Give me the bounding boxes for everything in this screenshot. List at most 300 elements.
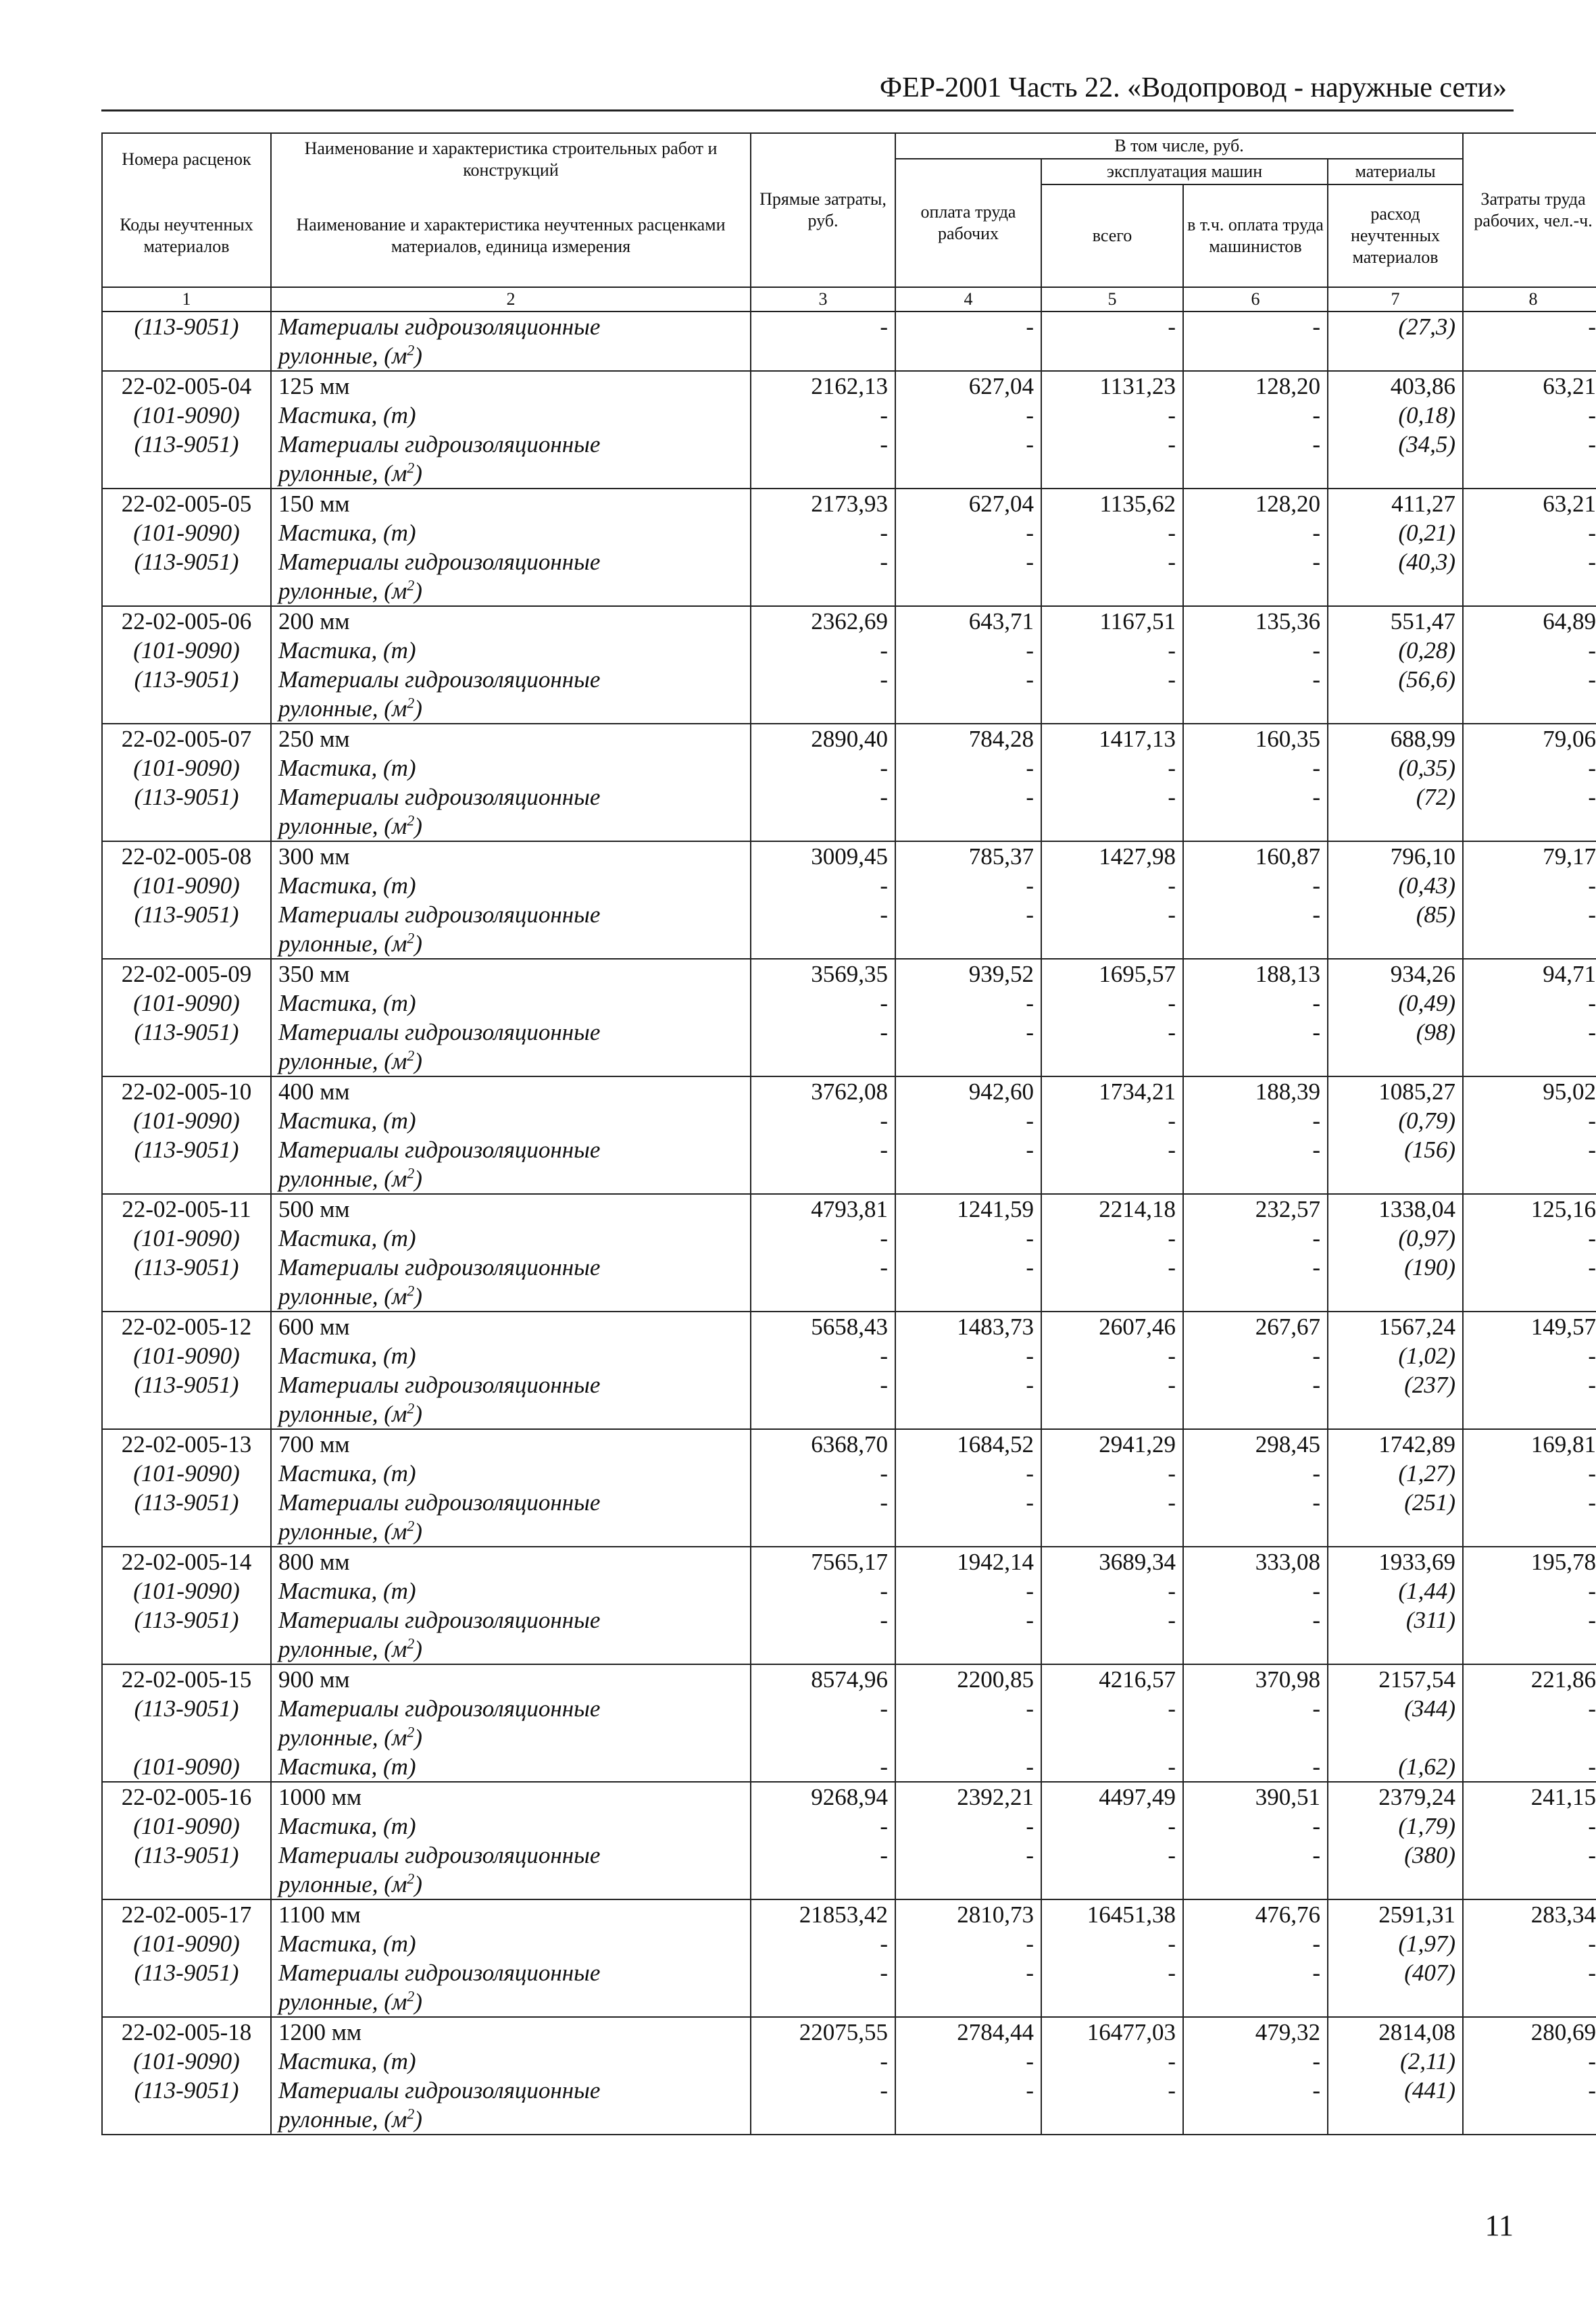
material-name-continued: рулонные, $(м^2)$ [271, 1047, 751, 1076]
table-row [102, 430, 1596, 459]
machine-total: - [1041, 1224, 1183, 1253]
table-row [102, 576, 1596, 606]
material-name: Материалы гидроизоляционные [271, 2076, 751, 2105]
work-name: 300 мм [271, 841, 751, 871]
labor-hours: - [1463, 900, 1596, 929]
labor-hours: - [1463, 1370, 1596, 1399]
labor-hours: 241,15 [1463, 1782, 1596, 1812]
worker-pay: - [895, 1812, 1041, 1841]
labor-hours: 63,21 [1463, 489, 1596, 518]
machinist-pay: - [1183, 1341, 1328, 1370]
labor-hours: - [1463, 1488, 1596, 1517]
labor-hours: 64,89 [1463, 606, 1596, 636]
material-code: (101-9090) [102, 636, 271, 665]
machine-total: 1131,23 [1041, 371, 1183, 401]
machinist-pay: - [1183, 1958, 1328, 1987]
rate-code: 22-02-005-12 [102, 1312, 271, 1341]
labor-hours: - [1463, 1958, 1596, 1987]
labor-hours: 63,21 [1463, 371, 1596, 401]
material-consumption: 2814,08 [1328, 2017, 1463, 2047]
column-number: 5 [1041, 287, 1183, 312]
material-code: (113-9051) [102, 900, 271, 929]
machinist-pay: - [1183, 1106, 1328, 1135]
labor-hours: - [1463, 871, 1596, 900]
rate-code: 22-02-005-15 [102, 1664, 271, 1694]
machinist-pay: - [1183, 1488, 1328, 1517]
table-row [102, 1488, 1596, 1517]
table-row [102, 1812, 1596, 1841]
material-consumption: (0,43) [1328, 871, 1463, 900]
header-material-consumption: расход неучтенных материалов [1328, 184, 1463, 287]
material-code: (101-9090) [102, 1576, 271, 1605]
machinist-pay: - [1183, 753, 1328, 782]
material-consumption: (27,3) [1328, 312, 1463, 341]
machinist-pay: - [1183, 989, 1328, 1018]
direct-costs: 7565,17 [751, 1547, 895, 1576]
machinist-pay: 160,87 [1183, 841, 1328, 871]
labor-hours: 280,69 [1463, 2017, 1596, 2047]
worker-pay: - [895, 753, 1041, 782]
material-name: Материалы гидроизоляционные [271, 430, 751, 459]
machinist-pay: - [1183, 1812, 1328, 1841]
material-code: (113-9051) [102, 1488, 271, 1517]
labor-hours: 149,57 [1463, 1312, 1596, 1341]
table-row [102, 1841, 1596, 1870]
machinist-pay: - [1183, 1253, 1328, 1282]
machine-total: - [1041, 1752, 1183, 1782]
material-name: Мастика, (т) [271, 2047, 751, 2076]
material-consumption: (380) [1328, 1841, 1463, 1870]
labor-hours: - [1463, 2047, 1596, 2076]
work-name: 500 мм [271, 1194, 751, 1224]
direct-costs: - [751, 401, 895, 430]
table-row [102, 1370, 1596, 1399]
direct-costs: - [751, 430, 895, 459]
table-row [102, 1782, 1596, 1812]
labor-hours: 283,34 [1463, 1899, 1596, 1929]
machinist-pay: - [1183, 1694, 1328, 1723]
material-code: (101-9090) [102, 1224, 271, 1253]
page-number: 11 [1485, 2209, 1514, 2242]
machinist-pay: 128,20 [1183, 489, 1328, 518]
labor-hours: - [1463, 1224, 1596, 1253]
material-consumption: 1567,24 [1328, 1312, 1463, 1341]
direct-costs: - [751, 1812, 895, 1841]
table-row [102, 606, 1596, 636]
direct-costs: - [751, 1341, 895, 1370]
rate-code: 22-02-005-14 [102, 1547, 271, 1576]
header-rate-numbers: Номера расценок [102, 133, 271, 184]
material-name: Мастика, (т) [271, 1576, 751, 1605]
machinist-pay: - [1183, 1370, 1328, 1399]
material-consumption: (1,79) [1328, 1812, 1463, 1841]
material-code: (101-9090) [102, 1752, 271, 1782]
column-number: 8 [1463, 287, 1596, 312]
material-consumption: (56,6) [1328, 665, 1463, 694]
machinist-pay: - [1183, 312, 1328, 341]
material-name: Материалы гидроизоляционные [271, 1488, 751, 1517]
labor-hours: - [1463, 430, 1596, 459]
direct-costs: - [751, 312, 895, 341]
labor-hours: - [1463, 1018, 1596, 1047]
worker-pay: 2392,21 [895, 1782, 1041, 1812]
worker-pay: - [895, 1341, 1041, 1370]
machinist-pay: - [1183, 1576, 1328, 1605]
labor-hours: 221,86 [1463, 1664, 1596, 1694]
material-code: (113-9051) [102, 312, 271, 341]
table-row [102, 1870, 1596, 1899]
material-name: Материалы гидроизоляционные [271, 665, 751, 694]
labor-hours: - [1463, 1135, 1596, 1164]
table-row [102, 636, 1596, 665]
material-consumption: 2379,24 [1328, 1782, 1463, 1812]
machinist-pay: 128,20 [1183, 371, 1328, 401]
material-name: Материалы гидроизоляционные [271, 1694, 751, 1723]
worker-pay: - [895, 871, 1041, 900]
material-consumption: 688,99 [1328, 724, 1463, 753]
direct-costs: 2890,40 [751, 724, 895, 753]
material-code: (113-9051) [102, 1253, 271, 1282]
direct-costs: - [751, 1106, 895, 1135]
direct-costs: - [751, 989, 895, 1018]
direct-costs: - [751, 665, 895, 694]
material-code: (113-9051) [102, 665, 271, 694]
material-name-continued: рулонные, $(м^2)$ [271, 2105, 751, 2135]
material-name-continued: рулонные, $(м^2)$ [271, 812, 751, 841]
rate-code: 22-02-005-05 [102, 489, 271, 518]
machine-total: - [1041, 1841, 1183, 1870]
machine-total: 16477,03 [1041, 2017, 1183, 2047]
material-name: Мастика, (т) [271, 401, 751, 430]
rate-code: 22-02-005-13 [102, 1429, 271, 1459]
material-consumption: (40,3) [1328, 547, 1463, 576]
worker-pay: - [895, 1018, 1041, 1047]
direct-costs: 21853,42 [751, 1899, 895, 1929]
material-code: (113-9051) [102, 1958, 271, 1987]
machinist-pay: - [1183, 1224, 1328, 1253]
machine-total: - [1041, 900, 1183, 929]
table-row [102, 459, 1596, 489]
machinist-pay: - [1183, 636, 1328, 665]
direct-costs: - [751, 900, 895, 929]
table-row [102, 1635, 1596, 1664]
rate-code: 22-02-005-17 [102, 1899, 271, 1929]
material-name-continued: рулонные, $(м^2)$ [271, 576, 751, 606]
worker-pay: - [895, 2076, 1041, 2105]
machine-total: - [1041, 1488, 1183, 1517]
material-name: Мастика, (т) [271, 1106, 751, 1135]
machine-total: - [1041, 1459, 1183, 1488]
machinist-pay: 333,08 [1183, 1547, 1328, 1576]
direct-costs: - [751, 1576, 895, 1605]
direct-costs: - [751, 1370, 895, 1399]
machine-total: - [1041, 2076, 1183, 2105]
worker-pay: - [895, 1694, 1041, 1723]
material-code: (101-9090) [102, 989, 271, 1018]
worker-pay: - [895, 1224, 1041, 1253]
machinist-pay: 267,67 [1183, 1312, 1328, 1341]
material-name-continued: рулонные, $(м^2)$ [271, 1987, 751, 2017]
labor-hours: - [1463, 547, 1596, 576]
material-name-continued: рулонные, $(м^2)$ [271, 459, 751, 489]
worker-pay: - [895, 1135, 1041, 1164]
column-numbers-row [102, 287, 1596, 312]
work-name: 200 мм [271, 606, 751, 636]
rate-code: 22-02-005-16 [102, 1782, 271, 1812]
machine-total: - [1041, 1370, 1183, 1399]
table-row [102, 1958, 1596, 1987]
material-code: (113-9051) [102, 1135, 271, 1164]
table-row [102, 1312, 1596, 1341]
machinist-pay: 479,32 [1183, 2017, 1328, 2047]
machine-total: - [1041, 2047, 1183, 2076]
rate-code: 22-02-005-18 [102, 2017, 271, 2047]
direct-costs: - [751, 1459, 895, 1488]
material-name-continued: рулонные, $(м^2)$ [271, 1399, 751, 1429]
material-name: Мастика, (т) [271, 1929, 751, 1958]
direct-costs: - [751, 1958, 895, 1987]
header-labor-hours: Затраты труда рабочих, чел.-ч. [1463, 133, 1596, 287]
machine-total: - [1041, 636, 1183, 665]
machine-total: - [1041, 1018, 1183, 1047]
material-consumption: (441) [1328, 2076, 1463, 2105]
worker-pay: - [895, 900, 1041, 929]
material-code: (101-9090) [102, 1929, 271, 1958]
material-consumption: (0,49) [1328, 989, 1463, 1018]
table-row [102, 547, 1596, 576]
machinist-pay: 135,36 [1183, 606, 1328, 636]
material-name: Материалы гидроизоляционные [271, 900, 751, 929]
direct-costs: - [751, 2047, 895, 2076]
machine-total: 1427,98 [1041, 841, 1183, 871]
header-material-names: Наименование и характеристика неучтенных расценками материалов, единица измерения [271, 184, 751, 287]
material-code: (113-9051) [102, 2076, 271, 2105]
table-row [102, 1135, 1596, 1164]
machine-total: - [1041, 1341, 1183, 1370]
material-name: Материалы гидроизоляционные [271, 1958, 751, 1987]
material-name: Мастика, (т) [271, 989, 751, 1018]
worker-pay: - [895, 1370, 1041, 1399]
table-row [102, 1517, 1596, 1547]
table-row [102, 1723, 1596, 1752]
direct-costs: - [751, 1605, 895, 1635]
material-code: (113-9051) [102, 547, 271, 576]
material-consumption: (0,18) [1328, 401, 1463, 430]
material-code: (113-9051) [102, 1694, 271, 1723]
material-consumption: 1085,27 [1328, 1076, 1463, 1106]
table-row [102, 1459, 1596, 1488]
worker-pay: - [895, 1841, 1041, 1870]
worker-pay: 1241,59 [895, 1194, 1041, 1224]
direct-costs: 22075,55 [751, 2017, 895, 2047]
table-row [102, 1341, 1596, 1370]
material-code: (113-9051) [102, 782, 271, 812]
material-code: (113-9051) [102, 430, 271, 459]
column-number: 1 [102, 287, 271, 312]
direct-costs: 6368,70 [751, 1429, 895, 1459]
material-consumption: 1742,89 [1328, 1429, 1463, 1459]
material-consumption: 934,26 [1328, 959, 1463, 989]
header-including: В том числе, руб. [895, 133, 1463, 159]
machinist-pay: - [1183, 401, 1328, 430]
worker-pay: - [895, 1752, 1041, 1782]
column-number: 7 [1328, 287, 1463, 312]
material-consumption: (0,97) [1328, 1224, 1463, 1253]
machinist-pay: 188,39 [1183, 1076, 1328, 1106]
material-name: Мастика, (т) [271, 1224, 751, 1253]
machine-total: 1695,57 [1041, 959, 1183, 989]
labor-hours: - [1463, 518, 1596, 547]
material-consumption: (2,11) [1328, 2047, 1463, 2076]
header-machine-total: всего [1041, 184, 1183, 287]
worker-pay: 1684,52 [895, 1429, 1041, 1459]
table-row [102, 724, 1596, 753]
labor-hours: - [1463, 636, 1596, 665]
material-consumption: (311) [1328, 1605, 1463, 1635]
machine-total: - [1041, 430, 1183, 459]
table-row [102, 1164, 1596, 1194]
column-number: 6 [1183, 287, 1328, 312]
labor-hours: - [1463, 1576, 1596, 1605]
material-name: Мастика, (т) [271, 1341, 751, 1370]
material-name: Материалы гидроизоляционные [271, 1135, 751, 1164]
material-name-continued: рулонные, $(м^2)$ [271, 1870, 751, 1899]
direct-costs: - [751, 518, 895, 547]
machine-total: 2214,18 [1041, 1194, 1183, 1224]
material-name: Мастика, (т) [271, 753, 751, 782]
worker-pay: - [895, 2047, 1041, 2076]
worker-pay: 627,04 [895, 371, 1041, 401]
worker-pay: - [895, 782, 1041, 812]
direct-costs: - [751, 871, 895, 900]
machinist-pay: 160,35 [1183, 724, 1328, 753]
worker-pay: 1483,73 [895, 1312, 1041, 1341]
material-name: Материалы гидроизоляционные [271, 1605, 751, 1635]
worker-pay: 643,71 [895, 606, 1041, 636]
rate-code: 22-02-005-09 [102, 959, 271, 989]
direct-costs: 5658,43 [751, 1312, 895, 1341]
rate-code: 22-02-005-06 [102, 606, 271, 636]
page-header [101, 68, 1514, 111]
work-name: 1200 мм [271, 2017, 751, 2047]
worker-pay: 2784,44 [895, 2017, 1041, 2047]
material-name: Мастика, (т) [271, 871, 751, 900]
material-consumption: (0,21) [1328, 518, 1463, 547]
machinist-pay: - [1183, 518, 1328, 547]
material-consumption: 403,86 [1328, 371, 1463, 401]
machinist-pay: - [1183, 782, 1328, 812]
table-row [102, 1605, 1596, 1635]
worker-pay: - [895, 989, 1041, 1018]
labor-hours: 94,71 [1463, 959, 1596, 989]
material-code: (101-9090) [102, 753, 271, 782]
document-title: ФЕР-2001 Часть 22. «Водопровод - наружные сети» [879, 72, 1507, 103]
worker-pay: - [895, 1576, 1041, 1605]
machine-total: - [1041, 1576, 1183, 1605]
labor-hours: - [1463, 1812, 1596, 1841]
labor-hours: - [1463, 1253, 1596, 1282]
table-row [102, 1076, 1596, 1106]
material-name: Материалы гидроизоляционные [271, 312, 751, 341]
table-row [102, 2105, 1596, 2135]
labor-hours: - [1463, 1929, 1596, 1958]
machinist-pay: - [1183, 430, 1328, 459]
material-name-continued: рулонные, $(м^2)$ [271, 694, 751, 724]
material-name: Материалы гидроизоляционные [271, 1018, 751, 1047]
work-name: 150 мм [271, 489, 751, 518]
table-row [102, 1253, 1596, 1282]
labor-hours: - [1463, 1752, 1596, 1782]
rate-code: 22-02-005-10 [102, 1076, 271, 1106]
machine-total: - [1041, 782, 1183, 812]
labor-hours: 125,16 [1463, 1194, 1596, 1224]
machine-total: 4497,49 [1041, 1782, 1183, 1812]
work-name: 250 мм [271, 724, 751, 753]
labor-hours: - [1463, 401, 1596, 430]
labor-hours: 79,06 [1463, 724, 1596, 753]
machine-total: 1167,51 [1041, 606, 1183, 636]
machinist-pay: 390,51 [1183, 1782, 1328, 1812]
table-row [102, 401, 1596, 430]
worker-pay: - [895, 430, 1041, 459]
machine-total: - [1041, 1135, 1183, 1164]
material-consumption: (85) [1328, 900, 1463, 929]
material-consumption: (98) [1328, 1018, 1463, 1047]
material-code: (101-9090) [102, 1341, 271, 1370]
material-code: (101-9090) [102, 2047, 271, 2076]
worker-pay: 1942,14 [895, 1547, 1041, 1576]
material-name: Мастика, (т) [271, 518, 751, 547]
direct-costs: - [751, 1752, 895, 1782]
machine-total: - [1041, 1958, 1183, 1987]
header-work-description: Наименование и характеристика строительных работ и конструкций [271, 133, 751, 184]
labor-hours: - [1463, 1341, 1596, 1370]
direct-costs: - [751, 547, 895, 576]
material-name-continued: рулонные, $(м^2)$ [271, 1164, 751, 1194]
table-row [102, 1399, 1596, 1429]
work-name: 800 мм [271, 1547, 751, 1576]
material-consumption: (0,79) [1328, 1106, 1463, 1135]
table-row [102, 841, 1596, 871]
machine-total: - [1041, 1605, 1183, 1635]
labor-hours: - [1463, 1605, 1596, 1635]
direct-costs: - [751, 1135, 895, 1164]
table-row [102, 1664, 1596, 1694]
direct-costs: - [751, 1224, 895, 1253]
table-row [102, 812, 1596, 841]
worker-pay: - [895, 312, 1041, 341]
material-consumption: 1933,69 [1328, 1547, 1463, 1576]
material-code: (101-9090) [102, 871, 271, 900]
machinist-pay: - [1183, 547, 1328, 576]
material-consumption: (344) [1328, 1694, 1463, 1723]
direct-costs: - [751, 1018, 895, 1047]
rate-code: 22-02-005-04 [102, 371, 271, 401]
labor-hours: 169,81 [1463, 1429, 1596, 1459]
table-row [102, 871, 1596, 900]
worker-pay: - [895, 1459, 1041, 1488]
direct-costs: 9268,94 [751, 1782, 895, 1812]
material-name-continued: рулонные, $(м^2)$ [271, 1517, 751, 1547]
material-consumption: 411,27 [1328, 489, 1463, 518]
machine-total: 1135,62 [1041, 489, 1183, 518]
labor-hours: - [1463, 1841, 1596, 1870]
machinist-pay: 476,76 [1183, 1899, 1328, 1929]
machine-total: 16451,38 [1041, 1899, 1183, 1929]
material-consumption: (1,97) [1328, 1929, 1463, 1958]
rate-code: 22-02-005-08 [102, 841, 271, 871]
material-code: (113-9051) [102, 1841, 271, 1870]
